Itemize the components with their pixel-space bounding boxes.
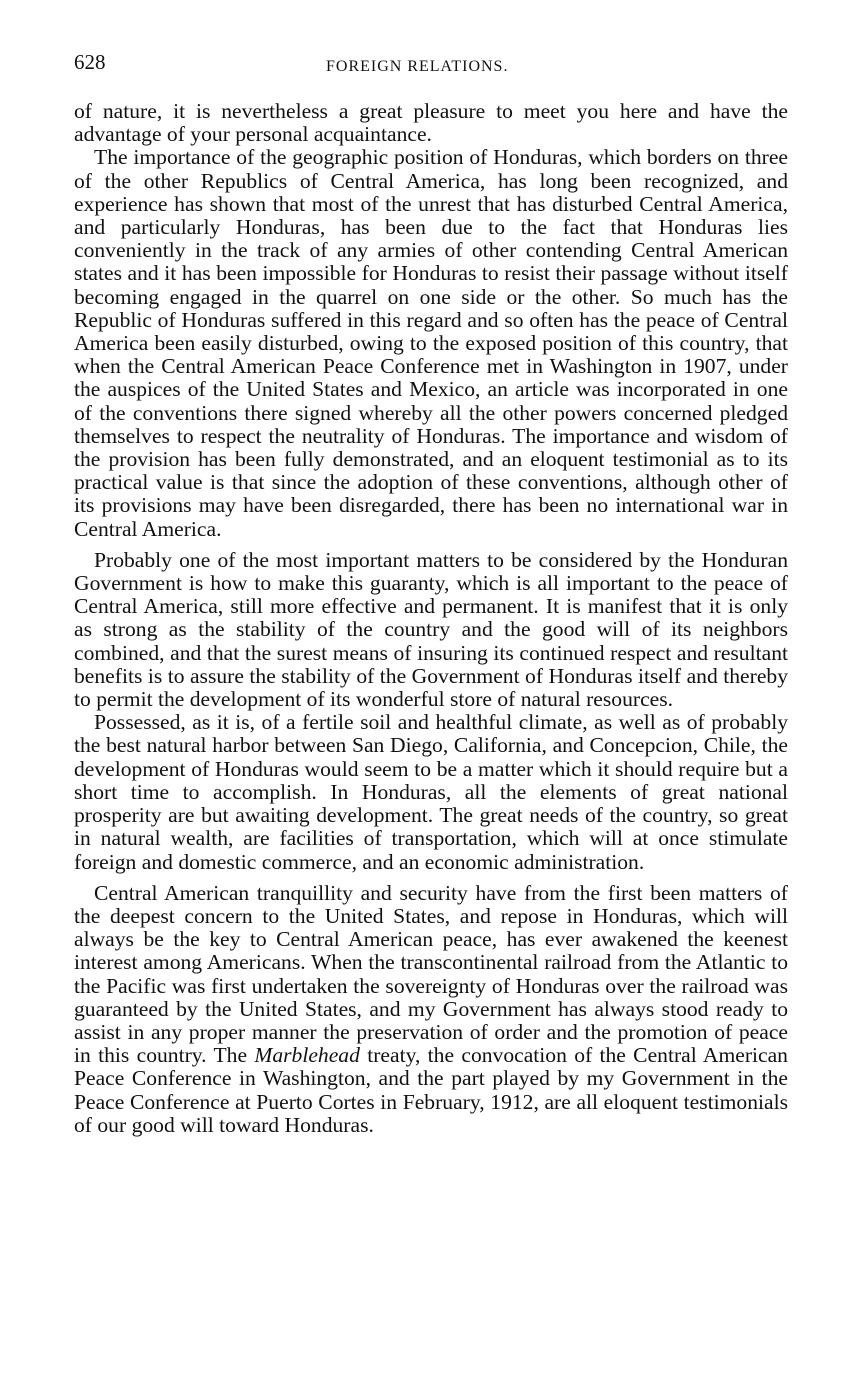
running-head: FOREIGN RELATIONS. [326,58,509,75]
body-text [74,100,788,1137]
paragraph-1: of nature, it is nevertheless a great pleasure to meet you here and have the advantage of your personal acquaintance. [74,99,788,147]
paragraph-3: Probably one of the most important matters to be considered by the Honduran Government is how to make this guaranty, which is all important to the peace of Central America, still more effective and permanent. It is manifest that it is only as strong as the stability of the country and the good will of its neighbors combined, and that the surest means of insuring its continued respect and resultant benefits is to assure the stability of the Government of Honduras itself and thereby to permit the development of its wonderful store of natural resources. [74,547,788,712]
paragraph-5-text-after: treaty, the convocation of the Central American Peace Conference in Washington, and the part played by my Government in the Peace Conference at Puerto Cortes in February, 1912, are all eloquent testimonials of our good will toward Honduras. [74,1043,788,1137]
paragraph-5-ship-name: Marblehead [254,1043,360,1068]
page-number: 628 [74,50,106,74]
paragraph-4: Possessed, as it is, of a fertile soil and healthful climate, as well as of probably the best natural harbor between San Diego, California, and Concepcion, Chile, the development of Honduras would seem to be a matter which it should require but a short time to accomplish. In Honduras, all the elements of great national prosperity are but awaiting development. The great needs of the country, so great in natural wealth, are facilities of transportation, which will at once stimulate foreign and domestic commerce, and an economic administration. [74,710,788,874]
paragraph-5 [74,882,788,1137]
paragraph-2: The importance of the geographic position of Honduras, which borders on three of the other Republics of Central America, has long been recognized, and experience has shown that most of the unrest that has disturbed Central America, and particularly Honduras, has been due to the fact that Honduras lies conveniently in the track of any armies of other contending Central American states and it has been impossible for Honduras to resist their passage without itself becoming engaged in the quarrel on one side or the other. So much has the Republic of Honduras suffered in this regard and so often has the peace of Central America been easily disturbed, owing to the exposed position of this country, that when the Central American Peace Conference met in Washington in 1907, under the auspices of the United States and Mexico, an article was incorporated in one of the conventions there signed whereby all the other powers concerned pledged themselves to respect the neutrality of Honduras. The importance and wisdom of the provision has been fully demonstrated, and an eloquent testimonial as to its practical value is that since the adoption of these conventions, although other of its provisions may have been disregarded, there has been no international war in Central America. [74,145,788,541]
paragraph-5-text-before: Central American tranquillity and security have from the first been matters of the deepest concern to the United States, and repose in Honduras, which will always be the key to Central American peace, has ever awakened the keenest interest among Americans. When the transcontinental railroad from the Atlantic to the Pacific was first undertaken the sovereignty of Honduras over the railroad was guaranteed by the United States, and my Government has always stood ready to assist in any proper manner the preservation of order and the promotion of peace in this country. The [74,880,788,1068]
page-header [74,50,788,80]
